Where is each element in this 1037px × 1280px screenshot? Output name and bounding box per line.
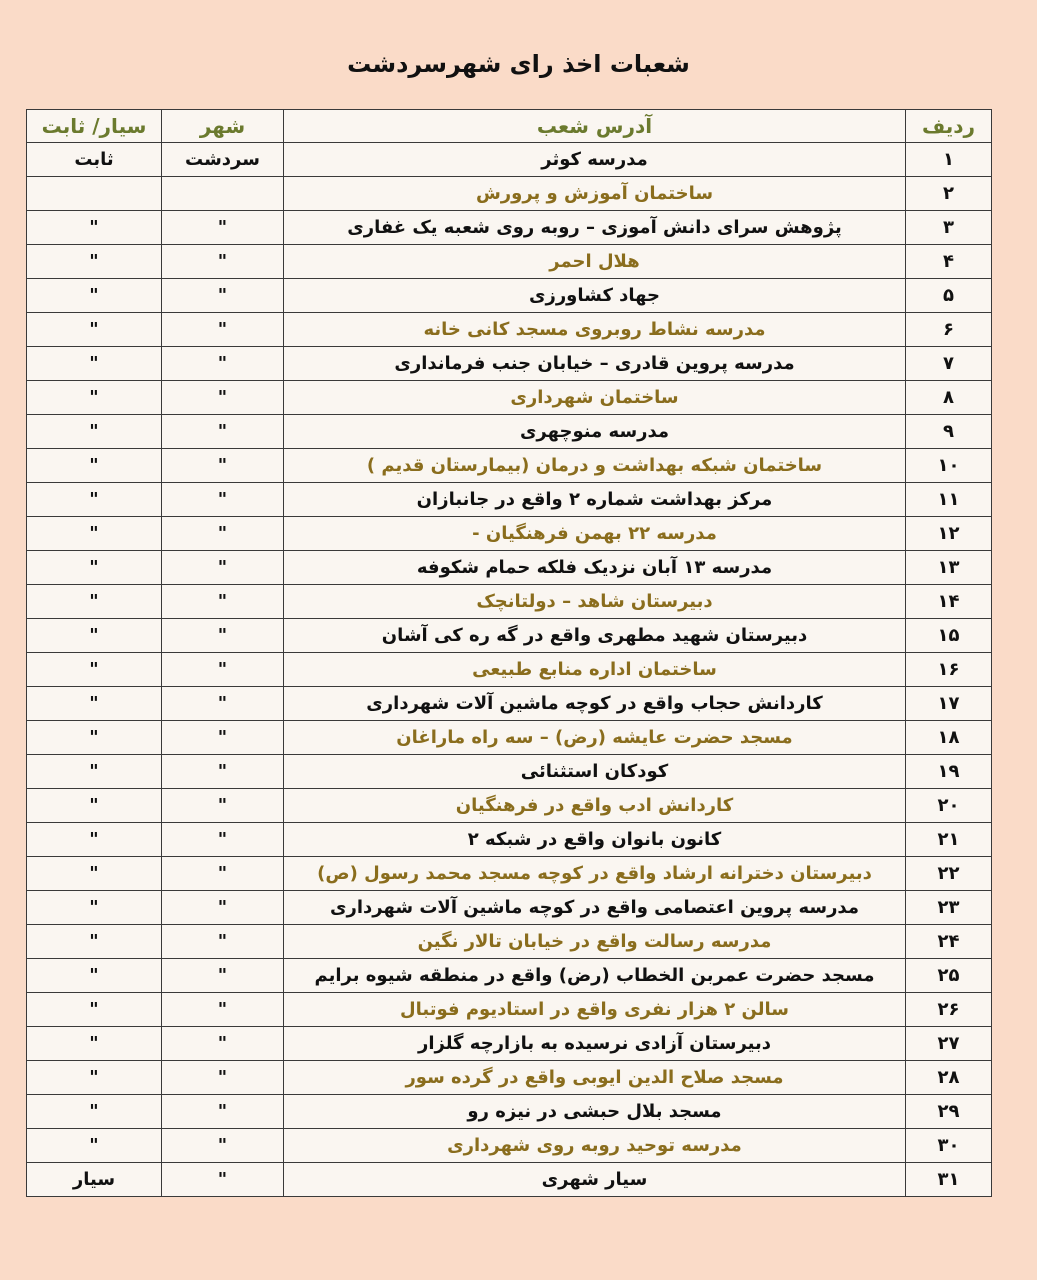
- address-cell: دبیرستان شهید مطهری واقع در گه ره کی آشان: [284, 619, 906, 653]
- city-cell: ": [162, 959, 284, 993]
- address-cell: مدرسه پروین قادری – خیابان جنب فرمانداری: [284, 347, 906, 381]
- type-cell: ": [27, 653, 162, 687]
- city-cell: ": [162, 347, 284, 381]
- address-cell: مدرسه پروین اعتصامی واقع در کوچه ماشین آلات شهرداری: [284, 891, 906, 925]
- table-row: [27, 1163, 992, 1197]
- address-cell: مدرسه توحید روبه روی شهرداری: [284, 1129, 906, 1163]
- row-number-cell: ۴: [906, 245, 992, 279]
- address-cell: مسجد حضرت عایشه (رض) – سه راه ماراغان: [284, 721, 906, 755]
- header-city: شهر: [162, 110, 284, 143]
- table-body: [27, 143, 992, 1197]
- row-number-cell: ۱۸: [906, 721, 992, 755]
- address-cell: دبیرستان آزادی نرسیده به بازارچه گلزار: [284, 1027, 906, 1061]
- row-number-cell: ۲۷: [906, 1027, 992, 1061]
- city-cell: ": [162, 755, 284, 789]
- address-cell: کودکان استثنائی: [284, 755, 906, 789]
- type-cell: ": [27, 755, 162, 789]
- address-cell: دبیرستان شاهد – دولتانچک: [284, 585, 906, 619]
- table-row: [27, 245, 992, 279]
- address-cell: سالن ۲ هزار نفری واقع در استادیوم فوتبال: [284, 993, 906, 1027]
- table-row: [27, 891, 992, 925]
- city-cell: ": [162, 993, 284, 1027]
- table-row: [27, 959, 992, 993]
- table-row: [27, 755, 992, 789]
- city-cell: ": [162, 687, 284, 721]
- row-number-cell: ۶: [906, 313, 992, 347]
- address-cell: دبیرستان دخترانه ارشاد واقع در کوچه مسجد محمد رسول (ص): [284, 857, 906, 891]
- type-cell: ": [27, 993, 162, 1027]
- city-cell: ": [162, 1061, 284, 1095]
- address-cell: مدرسه ۲۲ بهمن فرهنگیان -: [284, 517, 906, 551]
- row-number-cell: ۱۵: [906, 619, 992, 653]
- city-cell: ": [162, 619, 284, 653]
- city-cell: [162, 177, 284, 211]
- type-cell: ": [27, 857, 162, 891]
- row-number-cell: ۳: [906, 211, 992, 245]
- table-row: [27, 1129, 992, 1163]
- polling-branches-table: [26, 109, 992, 1197]
- row-number-cell: ۲۳: [906, 891, 992, 925]
- row-number-cell: ۲۵: [906, 959, 992, 993]
- type-cell: ": [27, 959, 162, 993]
- city-cell: ": [162, 415, 284, 449]
- table-row: [27, 789, 992, 823]
- type-cell: ": [27, 347, 162, 381]
- address-cell: مدرسه رسالت واقع در خیابان تالار نگین: [284, 925, 906, 959]
- type-cell: ": [27, 823, 162, 857]
- table-row: [27, 415, 992, 449]
- type-cell: ": [27, 925, 162, 959]
- address-cell: مدرسه کوثر: [284, 143, 906, 177]
- address-cell: ساختمان آموزش و پرورش: [284, 177, 906, 211]
- city-cell: ": [162, 211, 284, 245]
- row-number-cell: ۱۷: [906, 687, 992, 721]
- row-number-cell: ۱۶: [906, 653, 992, 687]
- address-cell: ساختمان اداره منابع طبیعی: [284, 653, 906, 687]
- city-cell: ": [162, 721, 284, 755]
- row-number-cell: ۱۲: [906, 517, 992, 551]
- type-cell: [27, 177, 162, 211]
- type-cell: ": [27, 483, 162, 517]
- table-row: [27, 1061, 992, 1095]
- table-row: [27, 279, 992, 313]
- type-cell: ": [27, 1061, 162, 1095]
- type-cell: ": [27, 415, 162, 449]
- table-row: [27, 1095, 992, 1129]
- table-row: [27, 857, 992, 891]
- table-row: [27, 823, 992, 857]
- header-type: سیار/ ثابت: [27, 110, 162, 143]
- type-cell: ": [27, 381, 162, 415]
- city-cell: ": [162, 381, 284, 415]
- page-title: شعبات اخذ رای شهرسردشت: [347, 50, 690, 78]
- row-number-cell: ۳۱: [906, 1163, 992, 1197]
- city-cell: ": [162, 551, 284, 585]
- city-cell: ": [162, 245, 284, 279]
- address-cell: پژوهش سرای دانش آموزی – روبه روی شعبه یک غفاری: [284, 211, 906, 245]
- address-cell: مدرسه منوچهری: [284, 415, 906, 449]
- address-cell: ساختمان شهرداری: [284, 381, 906, 415]
- city-cell: ": [162, 823, 284, 857]
- type-cell: ": [27, 585, 162, 619]
- row-number-cell: ۱۰: [906, 449, 992, 483]
- address-cell: جهاد کشاورزی: [284, 279, 906, 313]
- row-number-cell: ۲۰: [906, 789, 992, 823]
- address-cell: مدرسه ۱۳ آبان نزدیک فلکه حمام شکوفه: [284, 551, 906, 585]
- row-number-cell: ۱: [906, 143, 992, 177]
- row-number-cell: ۳۰: [906, 1129, 992, 1163]
- address-cell: کانون بانوان واقع در شبکه ۲: [284, 823, 906, 857]
- table-row: [27, 1027, 992, 1061]
- table-row: [27, 619, 992, 653]
- type-cell: ": [27, 687, 162, 721]
- table-row: [27, 721, 992, 755]
- type-cell: ": [27, 1129, 162, 1163]
- address-cell: مسجد حضرت عمربن الخطاب (رض) واقع در منطقه شیوه برایم: [284, 959, 906, 993]
- type-cell: ": [27, 211, 162, 245]
- city-cell: ": [162, 1129, 284, 1163]
- type-cell: ثابت: [27, 143, 162, 177]
- city-cell: ": [162, 483, 284, 517]
- table-row: [27, 483, 992, 517]
- type-cell: ": [27, 1095, 162, 1129]
- type-cell: ": [27, 313, 162, 347]
- city-cell: ": [162, 653, 284, 687]
- city-cell: ": [162, 891, 284, 925]
- row-number-cell: ۲: [906, 177, 992, 211]
- table-row: [27, 211, 992, 245]
- header-address: آدرس شعب: [284, 110, 906, 143]
- address-cell: سیار شهری: [284, 1163, 906, 1197]
- type-cell: ": [27, 1027, 162, 1061]
- city-cell: ": [162, 449, 284, 483]
- table-row: [27, 313, 992, 347]
- row-number-cell: ۲۲: [906, 857, 992, 891]
- row-number-cell: ۲۹: [906, 1095, 992, 1129]
- city-cell: ": [162, 925, 284, 959]
- table-row: [27, 449, 992, 483]
- address-cell: مدرسه نشاط روبروی مسجد کانی خانه: [284, 313, 906, 347]
- row-number-cell: ۸: [906, 381, 992, 415]
- row-number-cell: ۱۱: [906, 483, 992, 517]
- table-row: [27, 517, 992, 551]
- type-cell: ": [27, 891, 162, 925]
- table-row: [27, 347, 992, 381]
- address-cell: کاردانش حجاب واقع در کوچه ماشین آلات شهرداری: [284, 687, 906, 721]
- table-row: [27, 143, 992, 177]
- city-cell: سردشت: [162, 143, 284, 177]
- header-row-number: ردیف: [906, 110, 992, 143]
- table-row: [27, 585, 992, 619]
- city-cell: ": [162, 857, 284, 891]
- table-row: [27, 993, 992, 1027]
- row-number-cell: ۹: [906, 415, 992, 449]
- type-cell: ": [27, 449, 162, 483]
- type-cell: ": [27, 517, 162, 551]
- address-cell: مرکز بهداشت شماره ۲ واقع در جانبازان: [284, 483, 906, 517]
- type-cell: ": [27, 245, 162, 279]
- row-number-cell: ۲۶: [906, 993, 992, 1027]
- table-header-row: [27, 110, 992, 143]
- row-number-cell: ۱۴: [906, 585, 992, 619]
- table-row: [27, 687, 992, 721]
- address-cell: هلال احمر: [284, 245, 906, 279]
- row-number-cell: ۱۹: [906, 755, 992, 789]
- address-cell: مسجد صلاح الدین ایوبی واقع در گرده سور: [284, 1061, 906, 1095]
- address-cell: ساختمان شبکه بهداشت و درمان (بیمارستان قدیم ): [284, 449, 906, 483]
- city-cell: ": [162, 1027, 284, 1061]
- row-number-cell: ۲۸: [906, 1061, 992, 1095]
- table-row: [27, 653, 992, 687]
- address-cell: مسجد بلال حبشی در نیزه رو: [284, 1095, 906, 1129]
- type-cell: ": [27, 721, 162, 755]
- city-cell: ": [162, 1163, 284, 1197]
- city-cell: ": [162, 789, 284, 823]
- row-number-cell: ۱۳: [906, 551, 992, 585]
- type-cell: سیار: [27, 1163, 162, 1197]
- city-cell: ": [162, 313, 284, 347]
- type-cell: ": [27, 619, 162, 653]
- address-cell: کاردانش ادب واقع در فرهنگیان: [284, 789, 906, 823]
- city-cell: ": [162, 585, 284, 619]
- type-cell: ": [27, 789, 162, 823]
- table-row: [27, 381, 992, 415]
- type-cell: ": [27, 279, 162, 313]
- table-row: [27, 551, 992, 585]
- city-cell: ": [162, 279, 284, 313]
- row-number-cell: ۷: [906, 347, 992, 381]
- city-cell: ": [162, 1095, 284, 1129]
- city-cell: ": [162, 517, 284, 551]
- row-number-cell: ۲۴: [906, 925, 992, 959]
- table-row: [27, 177, 992, 211]
- row-number-cell: ۲۱: [906, 823, 992, 857]
- row-number-cell: ۵: [906, 279, 992, 313]
- type-cell: ": [27, 551, 162, 585]
- table-row: [27, 925, 992, 959]
